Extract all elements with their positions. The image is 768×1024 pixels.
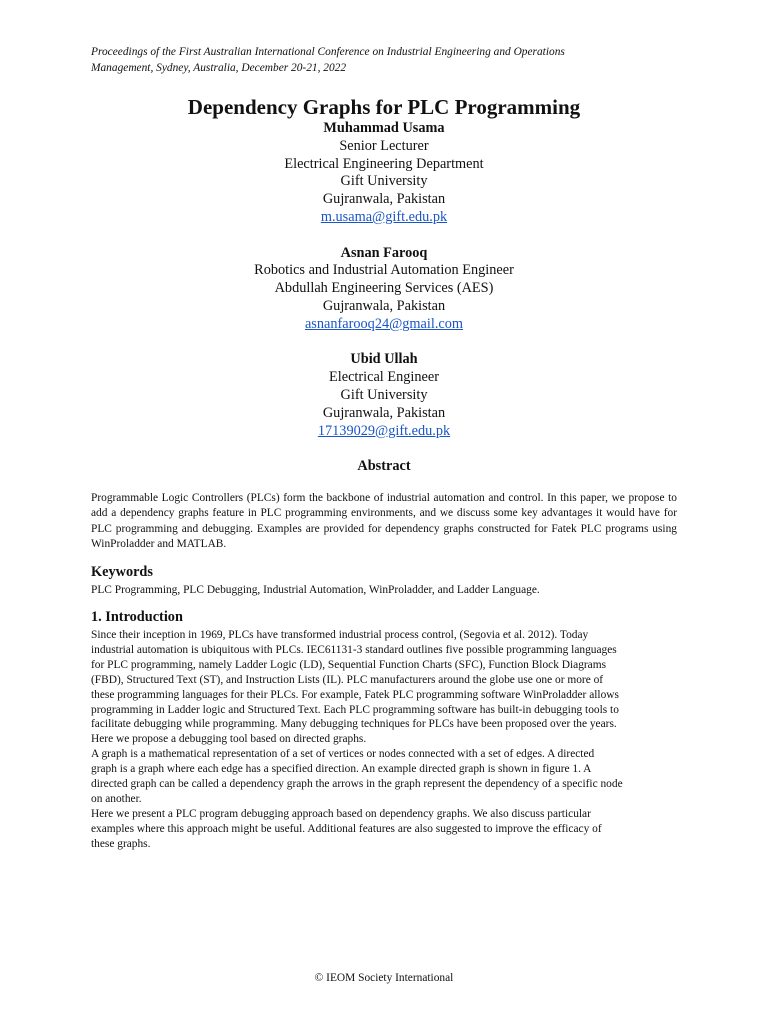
author-entry bbox=[0, 351, 768, 440]
author-email-link[interactable]: 17139029@gift.edu.pk bbox=[317, 422, 451, 439]
author-affiliation-line: Electrical Engineer bbox=[329, 369, 439, 386]
author-name: Ubid Ullah bbox=[350, 351, 418, 368]
author-email-link[interactable]: m.usama@gift.edu.pk bbox=[320, 208, 448, 225]
author-entry bbox=[0, 120, 768, 227]
keywords-heading: Keywords bbox=[91, 564, 153, 580]
author-affiliation-line: Senior Lecturer bbox=[339, 137, 429, 154]
abstract-heading: Abstract bbox=[357, 458, 411, 474]
introduction-line: Since their inception in 1969, PLCs have transformed industrial process control, (Segovia et al. 2012). Today bbox=[91, 629, 589, 641]
introduction-line: A graph is a mathematical representation of a set of vertices or nodes connected with a set of edges. A directed bbox=[91, 748, 595, 761]
header-line: Management, Sydney, Australia, December 20-21, 2022 bbox=[91, 61, 347, 74]
keywords-text: PLC Programming, PLC Debugging, Industrial Automation, WinProladder, and Ladder Language. bbox=[91, 584, 540, 596]
author-affiliation-line: Robotics and Industrial Automation Engineer bbox=[254, 262, 514, 279]
header-line: Proceedings of the First Australian International Conference on Industrial Engineering and Operations bbox=[91, 46, 565, 58]
copyright-footer: © IEOM Society International bbox=[314, 972, 454, 984]
author-affiliation-line: Gift University bbox=[340, 386, 428, 403]
introduction-line: on another. bbox=[91, 792, 142, 805]
author-affiliation-line: Electrical Engineering Department bbox=[284, 155, 484, 172]
introduction-line: these graphs. bbox=[91, 837, 151, 850]
paper-title: Dependency Graphs for PLC Programming bbox=[187, 95, 581, 119]
author-affiliation-line: Gujranwala, Pakistan bbox=[322, 297, 446, 314]
author-name: Asnan Farooq bbox=[340, 244, 428, 261]
introduction-line: (FBD), Structured Text (ST), and Instruction Lists (IL). PLC manufacturers around the globe use one or more of bbox=[91, 673, 604, 686]
author-affiliation-line: Abdullah Engineering Services (AES) bbox=[274, 280, 494, 297]
author-affiliation-line: Gift University bbox=[340, 173, 428, 190]
introduction-line: Here we present a PLC program debugging approach based on dependency graphs. We also discuss particular bbox=[91, 807, 591, 820]
author-block bbox=[0, 120, 768, 458]
author-name: Muhammad Usama bbox=[323, 120, 445, 136]
abstract-text: Programmable Logic Controllers (PLCs) form the backbone of industrial automation and control. In this paper, we propose to add a dependency graphs feature in PLC programming environments, and we discuss some key advantages it would have for PLC programming and debugging. Examples are provided for dependency graphs constructed for Fatek PLC programs using WinProladder and MATLAB. bbox=[91, 492, 677, 551]
introduction-line: programming in Ladder logic and Structured Text. Each PLC programming software has built-in debugging tools to bbox=[91, 703, 619, 716]
introduction-line: facilitate debugging while programming. Many debugging techniques for PLCs have been proposed over the years. bbox=[91, 718, 617, 731]
author-affiliation-line: Gujranwala, Pakistan bbox=[322, 191, 446, 208]
introduction-heading: 1. Introduction bbox=[91, 609, 183, 625]
introduction-line: these programming languages for their PLCs. For example, Fatek PLC programming software WinProladder allows bbox=[91, 688, 619, 701]
introduction-line: graph is a graph where each edge has a specified direction. An example directed graph is shown in figure 1. A bbox=[91, 763, 592, 776]
author-affiliation-line: Gujranwala, Pakistan bbox=[322, 404, 446, 421]
introduction-line: directed graph can be called a dependency graph the arrows in the graph represent the dependency of a specific node bbox=[91, 778, 623, 791]
introduction-line: examples where this approach might be useful. Additional features are also suggested to improve the efficacy of bbox=[91, 822, 602, 835]
introduction-line: for PLC programming, namely Ladder Logic (LD), Sequential Function Charts (SFC), Function Block Diagrams bbox=[91, 658, 607, 671]
author-email-link[interactable]: asnanfarooq24@gmail.com bbox=[304, 315, 464, 332]
author-entry bbox=[0, 245, 768, 334]
introduction-line: industrial automation is ubiquitous with PLCs. IEC61131-3 standard outlines five possible programming languages bbox=[91, 643, 617, 656]
introduction-line: Here we propose a debugging tool based on directed graphs. bbox=[91, 733, 367, 746]
introduction-body bbox=[91, 628, 677, 852]
proceedings-header bbox=[91, 45, 691, 76]
